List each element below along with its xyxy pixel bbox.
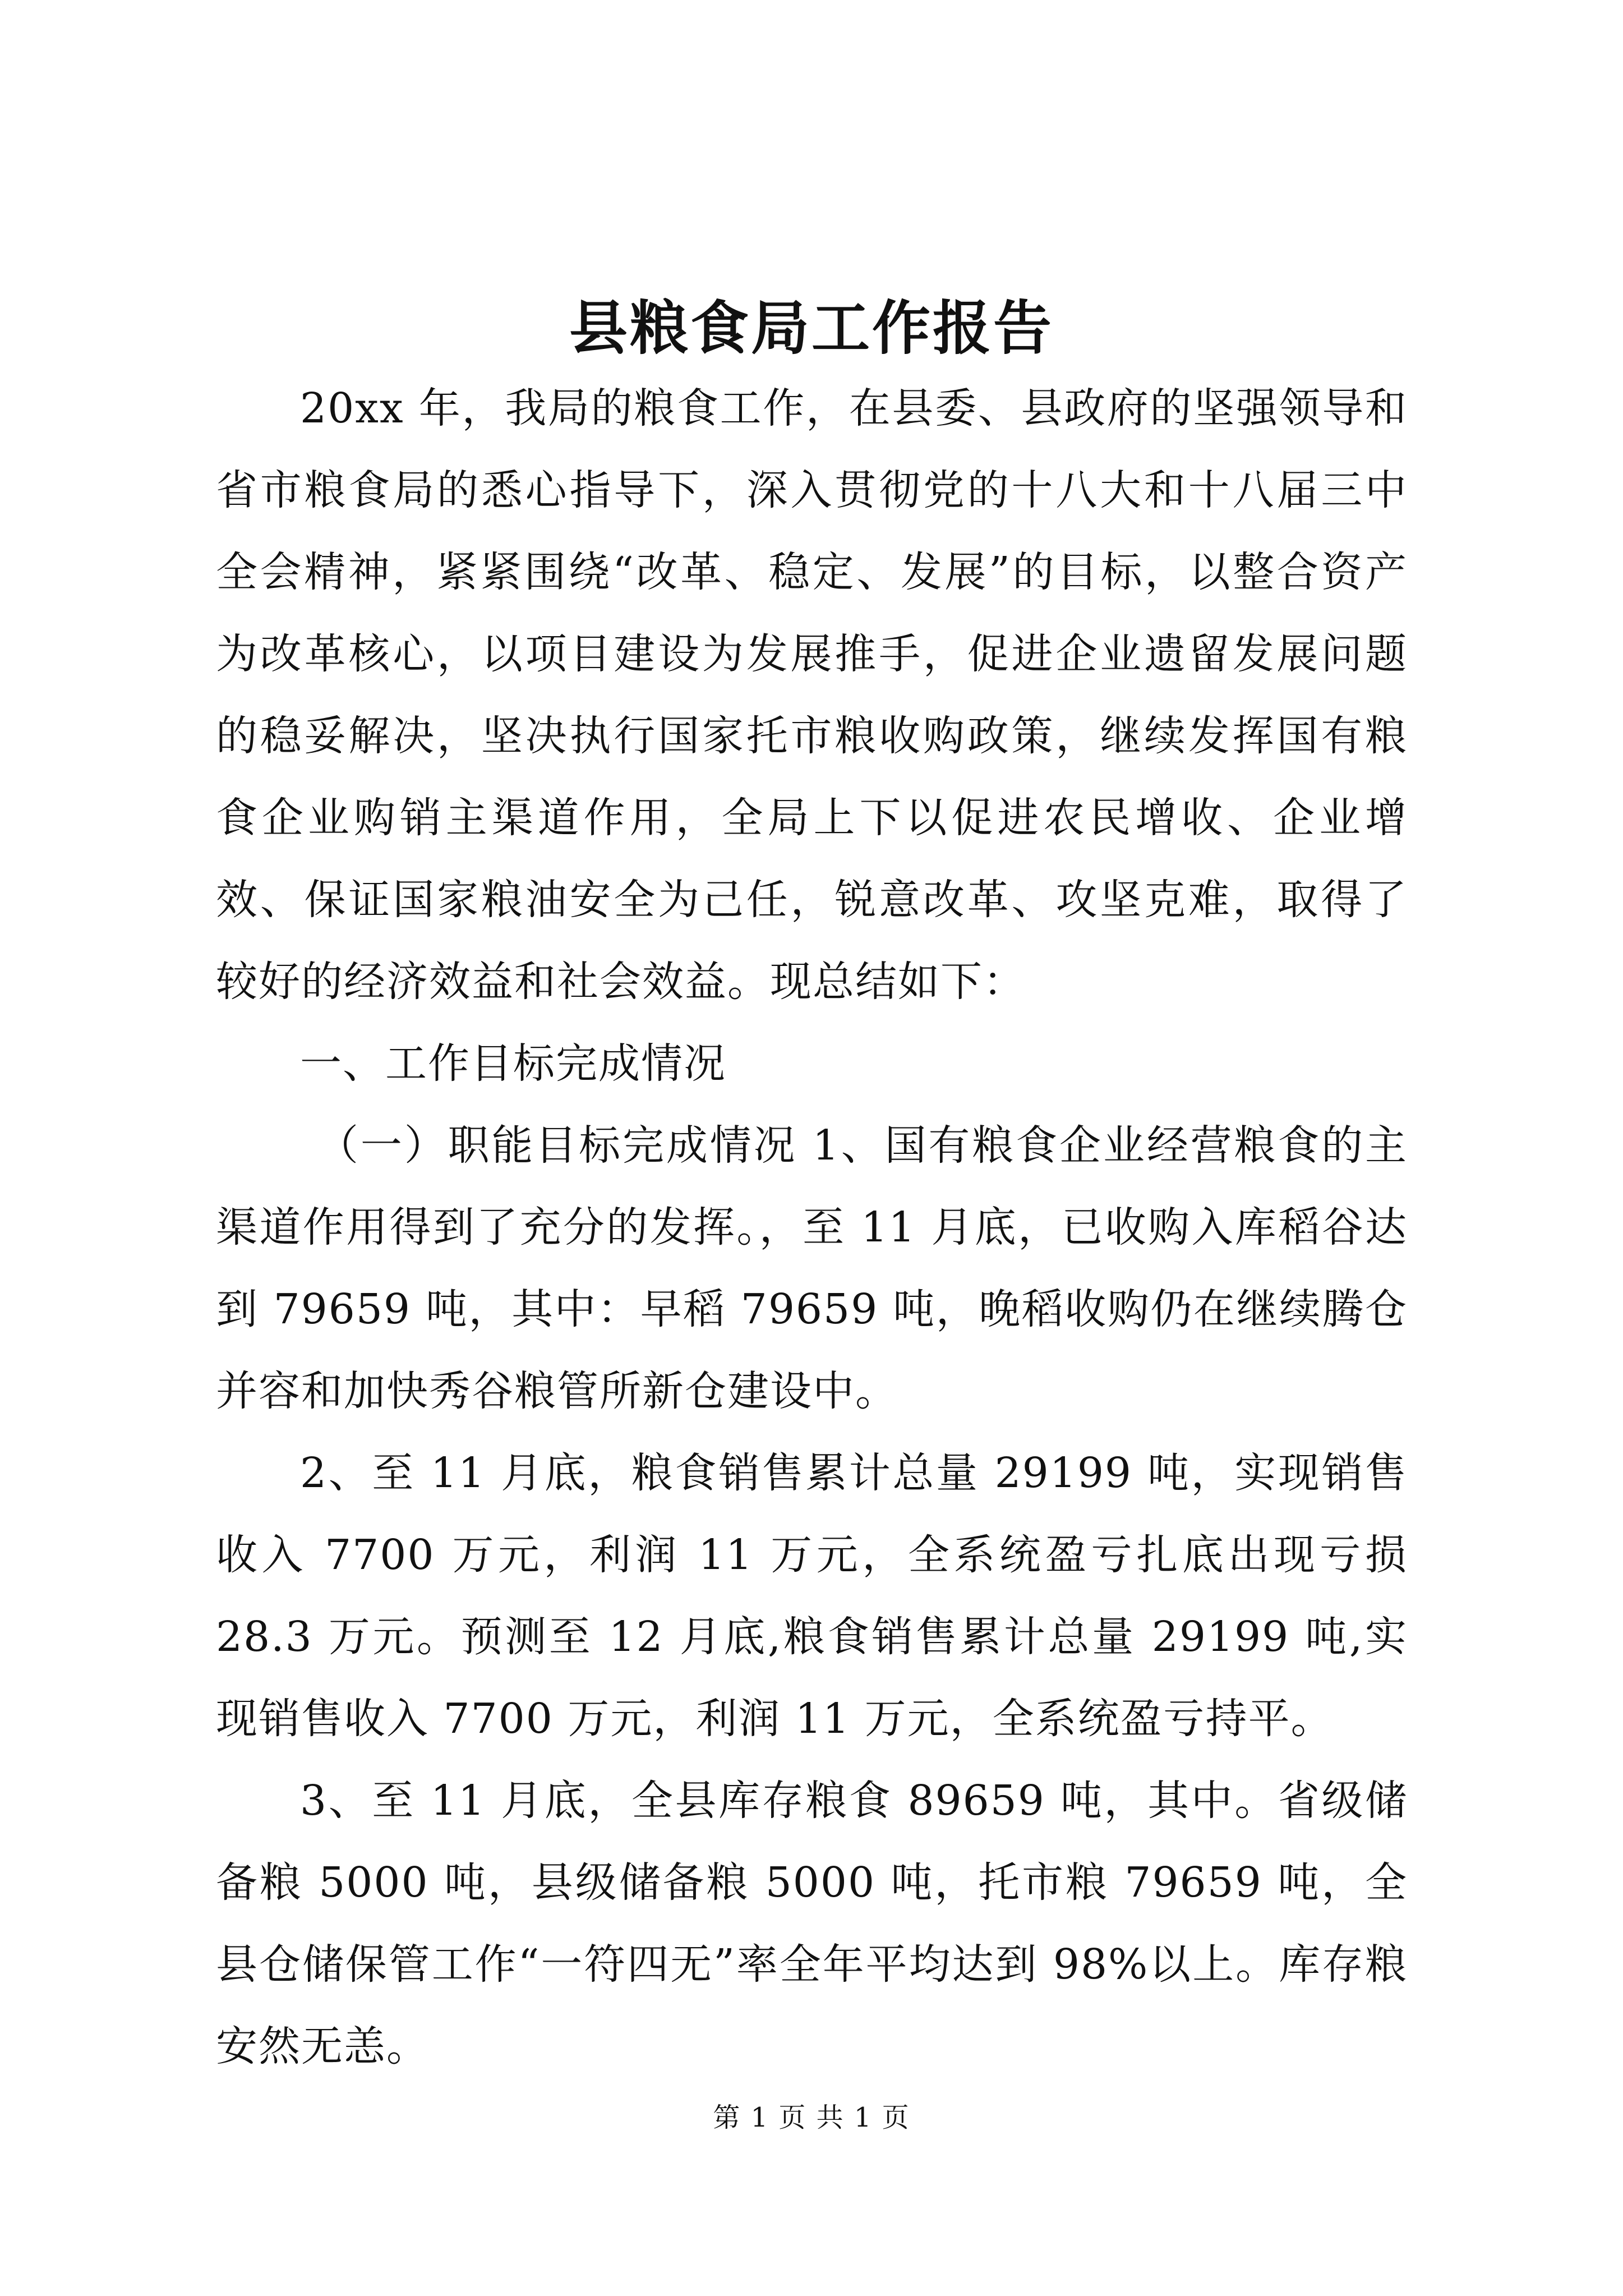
document-title: 县粮食局工作报告 <box>569 293 1054 362</box>
intro-paragraph: 20xx 年，我局的粮食工作，在县委、县政府的坚强领导和省市粮食局的悉心指导下，深入贯彻党的十八大和十八届三中全会精神，紧紧围绕“改革、稳定、发展”的目标，以整合资产为改革核心，以项目建设为发展推手，促进企业遗留发展问题的稳妥解决，坚决执行国家托市粮收购政策，继续发挥国有粮食企业购销主渠道作用，全局上下以促进农民增收、企业增效、保证国家粮油安全为己任，锐意改革、攻坚克难，取得了较好的经济效益和社会效益。现总结如下： <box>216 384 1408 1006</box>
page-footer: 第 1 页 共 1 页 <box>713 2102 910 2133</box>
section-heading: 一、工作目标完成情况 <box>300 1039 726 1088</box>
sales-paragraph: 2、至 11 月底，粮食销售累计总量 29199 吨，实现销售收入 7700 万元，利润 11 万元，全系统盈亏扎底出现亏损 28.3 万元。预测至 12 月底,粮食销售累计总量 29199 吨,实现销售收入 7700 万元，利润 11 万元，全系统盈亏持平。 <box>216 1449 1408 1743</box>
storage-paragraph: 3、至 11 月底，全县库存粮食 89659 吨，其中。省级储备粮 5000 吨，县级储备粮 5000 吨，托市粮 79659 吨，全县仓储保管工作“一符四无”率全年平均达到 98%以上。库存粮安然无恙。 <box>216 1777 1408 2070</box>
document-body <box>216 367 1408 2087</box>
subsection-paragraph: （一）职能目标完成情况 1、国有粮食企业经营粮食的主渠道作用得到了充分的发挥。，至 11 月底，已收购入库稻谷达到 79659 吨，其中：早稻 79659 吨，晚稻收购仍在继续腾仓并容和加快秀谷粮管所新仓建设中。 <box>216 1121 1408 1415</box>
